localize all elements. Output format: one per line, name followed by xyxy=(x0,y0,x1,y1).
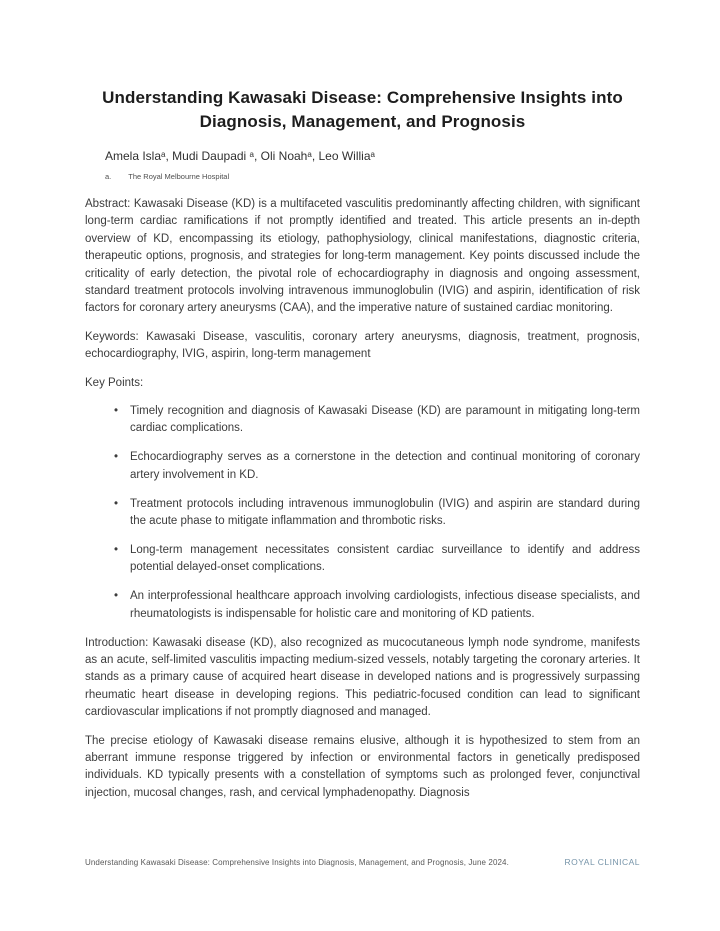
author-name xyxy=(105,149,172,163)
author-separator: , xyxy=(165,149,173,163)
key-point-item: • An interprofessional healthcare approach involving cardiologists, infectious disease specialists, and rheumatologists is indispensable for holistic care and monitoring of KD patients. xyxy=(130,588,640,623)
key-point-item: • Long-term management necessitates consistent cardiac surveillance to identify and address potential delayed-onset complications. xyxy=(130,542,640,577)
author-separator: , xyxy=(311,149,319,163)
author-name xyxy=(261,149,319,163)
author-name-text: Oli Noah xyxy=(260,149,308,163)
author-affiliation-superscript: a xyxy=(307,149,312,159)
page-title-line-1: Understanding Kawasaki Disease: Comprehensive Insights into xyxy=(102,88,623,107)
author-affiliation-superscript: a xyxy=(161,149,166,159)
author-name xyxy=(172,149,261,163)
key-points-list xyxy=(85,403,640,623)
affiliation-line xyxy=(105,172,640,181)
page-title xyxy=(85,86,640,134)
key-point-item: • Treatment protocols including intravenous immunoglobulin (IVIG) and aspirin are standard during the acute phase to mitigate inflammation and thrombotic risks. xyxy=(130,496,640,531)
author-affiliation-superscript: a xyxy=(249,149,254,159)
footer-brand: ROYAL CLINICAL xyxy=(564,857,640,867)
etiology-paragraph: The precise etiology of Kawasaki disease remains elusive, although it is hypothesized to stem from an aberrant immune response triggered by infection or environmental factors in genetically predisposed individuals. KD typically presents with a constellation of symptoms such as prolonged fever, conjunctival injection, mucosal changes, rash, and cervical lymphadenopathy. Diagnosis xyxy=(85,734,640,799)
author-separator: , xyxy=(254,149,261,163)
author-name-text: Amela Isla xyxy=(105,149,162,163)
page-footer xyxy=(85,857,640,867)
introduction-paragraph: Introduction: Kawasaki disease (KD), also recognized as mucocutaneous lymph node syndrome, manifests as an acute, self-limited vasculitis impacting medium-sized vessels, notably targeting the coronary arteries. It stands as a primary cause of acquired heart disease in developed nations and is progressively surpassing rheumatic heart disease in developing regions. This pediatric-focused condition can lead to significant cardiovascular implications if not promptly diagnosed and managed. xyxy=(85,636,640,719)
key-points-heading: Key Points: xyxy=(85,376,144,389)
author-name-text: Leo Willia xyxy=(318,149,371,163)
affiliation-name: The Royal Melbourne Hospital xyxy=(128,172,230,181)
affiliation-marker: a. xyxy=(105,172,112,181)
footer-citation: Understanding Kawasaki Disease: Comprehensive Insights into Diagnosis, Management, and Prognosis, June 2024. xyxy=(85,858,509,867)
keywords-paragraph: Keywords: Kawasaki Disease, vasculitis, coronary artery aneurysms, diagnosis, treatment, prognosis, echocardiography, IVIG, aspirin, long-term management xyxy=(85,330,640,361)
abstract-paragraph: Abstract: Kawasaki Disease (KD) is a multifaceted vasculitis predominantly affecting children, with significant long-term cardiac ramifications if not promptly identified and treated. This article presents an in-depth overview of KD, encompassing its etiology, pathophysiology, clinical manifestations, diagnostic criteria, therapeutic options, prognosis, and strategies for long-term management. Key points discussed include the criticality of early detection, the pivotal role of echocardiography in diagnosis and ongoing assessment, standard treatment protocols involving intravenous immunoglobulin (IVIG) and aspirin, identification of risk factors for coronary artery aneurysms (CAA), and the imperative nature of sustained cardiac monitoring. xyxy=(85,198,640,315)
author-name-text: Mudi Daupadi xyxy=(172,149,250,163)
key-point-item: • Timely recognition and diagnosis of Kawasaki Disease (KD) are paramount in mitigating long-term cardiac complications. xyxy=(130,403,640,438)
author-line xyxy=(105,149,640,163)
key-point-item: • Echocardiography serves as a cornerstone in the detection and continual monitoring of coronary artery involvement in KD. xyxy=(130,449,640,484)
author-affiliation-superscript: a xyxy=(370,149,375,159)
author-name xyxy=(318,149,374,163)
page-title-line-2: Diagnosis, Management, and Prognosis xyxy=(199,112,526,131)
